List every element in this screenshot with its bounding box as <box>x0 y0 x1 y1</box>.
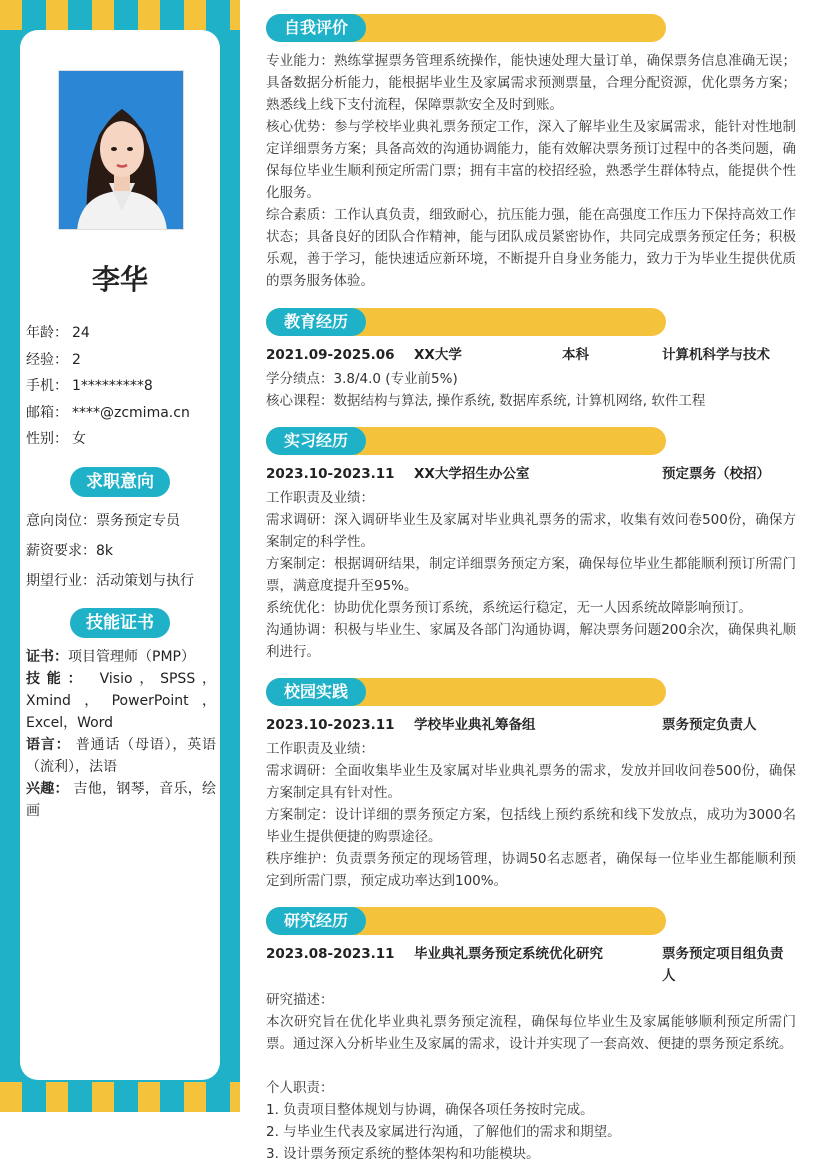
research-line: 研究描述： <box>266 992 334 1008</box>
basic-info <box>26 320 216 453</box>
campus-line: 工作职责及业绩： <box>266 741 374 757</box>
section-title: 实习经历 <box>266 427 366 455</box>
section-title: 研究经历 <box>266 907 366 935</box>
internship-date: 2023.10-2023.11 <box>266 466 395 482</box>
research-line: 本次研究旨在优化毕业典礼票务预定流程，确保每位毕业生及家属能够顺利预定所需门票。通过深入分析毕业生及家属的需求，设计并实现了一套高效、便捷的票务预定系统。 <box>266 1014 796 1052</box>
section-title: 校园实践 <box>266 678 366 706</box>
skill-language: 语言： 普通话（母语），英语（流利），法语 <box>26 737 217 775</box>
campus-line: 需求调研：全面收集毕业生及家属对毕业典礼票务的需求，发放并回收问卷500份，确保方案制定具有针对性。 <box>266 763 796 801</box>
info-phone: 手机： 1*********8 <box>26 378 153 394</box>
internship-line: 需求调研：深入调研毕业生及家属对毕业典礼票务的需求，收集有效问卷500份，确保方案制定的科学性。 <box>266 512 796 550</box>
internship-line: 系统优化：协助优化票务预订系统，系统运行稳定，无一人因系统故障影响预订。 <box>266 600 752 616</box>
education-degree: 本科 <box>562 347 589 363</box>
info-age: 年龄： 24 <box>26 325 90 341</box>
skill-interest: 兴趣： 吉他，钢琴，音乐，绘画 <box>26 781 217 819</box>
research-date: 2023.08-2023.11 <box>266 946 395 962</box>
research-line: 1. 负责项目整体规划与协调，确保各项任务按时完成。 <box>266 1102 594 1118</box>
research-role: 票务预定项目组负责人 <box>662 946 784 984</box>
internship-line: 方案制定：根据调研结果，制定详细票务预定方案，确保每位毕业生都能顺利预订所需门票，满意度提升至95%。 <box>266 556 796 594</box>
campus-role: 票务预定负责人 <box>662 717 757 733</box>
campus-line: 方案制定：设计详细的票务预定方案，包括线上预约系统和线下发放点，成功为3000名毕业生提供便捷的购票途径。 <box>266 807 796 845</box>
section-title: 自我评价 <box>266 14 366 42</box>
intent-industry: 期望行业：活动策划与执行 <box>26 573 194 589</box>
research-line: 个人职责： <box>266 1080 334 1096</box>
section-research <box>266 907 666 935</box>
education-courses: 核心课程：数据结构与算法, 操作系统, 数据库系统, 计算机网络, 软件工程 <box>266 393 706 409</box>
internship-org: XX大学招生办公室 <box>414 466 530 482</box>
self-eval-advantage: 核心优势：参与学校毕业典礼票务预定工作，深入了解毕业生及家属需求，能针对性地制定详细票务方案；具备高效的沟通协调能力，能有效解决票务预订过程中的各类问题，确保每位毕业生顺利预定所需门票；拥有丰富的校招经验，熟悉学生群体特点，能提供个性化服务。 <box>266 119 796 201</box>
info-gender: 性别： 女 <box>26 431 86 447</box>
research-line: 3. 设计票务预定系统的整体架构和功能模块。 <box>266 1146 540 1160</box>
info-experience: 经验： 2 <box>26 351 81 368</box>
campus-org: 学校毕业典礼筹备组 <box>414 717 536 733</box>
skill-certificate: 证书：项目管理师（PMP） <box>26 649 195 665</box>
internship-role: 预定票务（校招） <box>662 466 770 482</box>
intent-salary: 薪资要求：8k <box>26 543 114 559</box>
candidate-name: 李华 <box>91 263 148 296</box>
campus-line: 秩序维护：负责票务预定的现场管理，协调50名志愿者，确保每一位毕业生都能顺利预定到所需门票，预定成功率达到100%。 <box>266 851 796 889</box>
internship-line: 沟通协调：积极与毕业生、家属及各部门沟通协调，解决票务问题200余次，确保典礼顺利进行。 <box>266 622 796 660</box>
section-internship <box>266 427 666 455</box>
intent-heading: 求职意向 <box>70 467 170 497</box>
intent-position: 意向岗位：票务预定专员 <box>26 513 180 529</box>
education-gpa: 学分绩点：3.8/4.0 (专业前5%) <box>266 371 458 387</box>
self-eval-quality: 综合素质：工作认真负责，细致耐心，抗压能力强，能在高强度工作压力下保持高效工作状态；具备良好的团队合作精神，能与团队成员紧密协作，共同完成票务预定任务；积极乐观，善于学习，能快速适应新环境，不断提升自身业务能力，致力于为毕业生提供优质的票务服务体验。 <box>266 207 796 289</box>
research-org: 毕业典礼票务预定系统优化研究 <box>414 946 603 962</box>
internship-line: 工作职责及业绩： <box>266 490 374 506</box>
intent-list <box>26 508 216 598</box>
skills-heading: 技能证书 <box>70 608 170 638</box>
profile-photo <box>58 70 184 230</box>
skills-list <box>26 646 216 822</box>
campus-date: 2023.10-2023.11 <box>266 717 395 733</box>
education-school: XX大学 <box>414 347 462 363</box>
section-education <box>266 308 666 336</box>
skill-tools: 技能： Visio，SPSS，Xmind，PowerPoint，Excel，Word <box>26 671 216 731</box>
section-title: 教育经历 <box>266 308 366 336</box>
education-date: 2021.09-2025.06 <box>266 347 395 363</box>
section-self-eval <box>266 14 666 42</box>
self-eval-professional: 专业能力：熟练掌握票务管理系统操作，能快速处理大量订单，确保票务信息准确无误；具备数据分析能力，能根据毕业生及家属需求预测票量，合理分配资源，优化票务方案；熟悉线上线下支付流程，保障票款安全及时到账。 <box>266 53 796 113</box>
education-major: 计算机科学与技术 <box>662 347 770 363</box>
section-campus <box>266 678 666 706</box>
info-email: 邮箱： ****@zcmima.cn <box>26 404 190 421</box>
research-line: 2. 与毕业生代表及家属进行沟通，了解他们的需求和期望。 <box>266 1124 621 1140</box>
